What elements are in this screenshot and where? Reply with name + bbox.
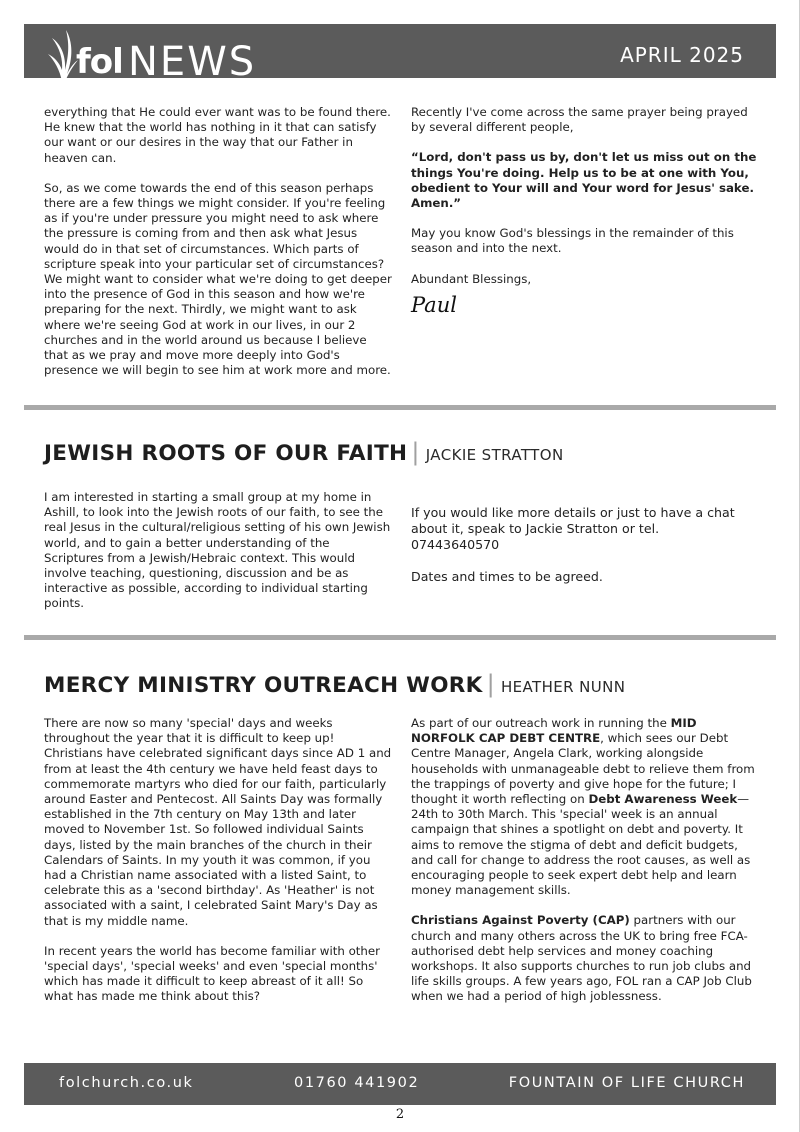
title-separator: | <box>486 670 495 698</box>
logo-fol-text: fol <box>76 42 123 82</box>
jewish-paragraph: Dates and times to be agreed. <box>411 568 603 584</box>
section-divider <box>24 635 776 640</box>
footer-phone: 01760 441902 <box>294 1075 420 1091</box>
intro-paragraph: Recently I've come across the same prayer being prayed by several different people, <box>411 105 748 135</box>
debt-awareness-week: Debt Awareness Week <box>588 792 738 807</box>
signature: Paul <box>411 292 457 317</box>
cap-name: Christians Against Poverty (CAP) <box>411 913 630 928</box>
section-author: HEATHER NUNN <box>500 678 626 696</box>
jewish-paragraph: I am interested in starting a small group at my home in Ashill, to look into the Jewish roots of our faith, to see the real Jesus in the cultural/religious setting of his own Jewish world, and to gain a better understanding of the Scriptures from a Jewish/Hebraic context. This would involve teaching, questioning, discussion and be as interactive as possible, according to individual starting points. <box>44 490 391 611</box>
section-title: JEWISH ROOTS OF OUR FAITH <box>44 441 408 466</box>
section-heading-mercy-ministry <box>44 670 625 698</box>
page-number: 2 <box>395 1107 405 1122</box>
issue-date: APRIL 2025 <box>620 43 744 67</box>
jewish-left-column <box>44 490 392 627</box>
footer-band <box>24 1063 776 1105</box>
logo-news-text: NEWS <box>128 39 257 85</box>
intro-right-column <box>411 105 759 317</box>
section-divider <box>24 405 776 410</box>
fountain-logo-icon <box>44 26 80 84</box>
intro-paragraph: everything that He could ever want was to be found there. He knew that the world has nothing in it that can satisfy our want or our desires in the way that our Father in heaven can. <box>44 105 391 165</box>
intro-paragraph: May you know God's blessings in the remainder of this season and into the next. <box>411 226 734 256</box>
mercy-paragraph: As part of our outreach work in running the MID NORFOLK CAP DEBT CENTRE, which sees our Debt Centre Manager, Angela Clark, working alongside households with unmanageable debt to relieve them from the trappings of poverty and give hope for the future; I thought it worth reflecting on Debt Awareness Week—24th to 30th March. This 'special' week is an annual campaign that shines a spotlight on debt and poverty. It aims to remove the stigma of debt and deficit budgets, and call for change to address the root causes, as well as encouraging people to seek expert debt help and learn money management skills. <box>411 716 755 898</box>
mercy-paragraph: In recent years the world has become familiar with other 'special days', 'special weeks' and even 'special months' which has made it difficult to keep abreast of it all! So what has made me think about this? <box>44 943 380 1004</box>
mercy-right-column <box>411 716 761 1020</box>
intro-left-column <box>44 105 392 393</box>
mercy-paragraph: There are now so many 'special' days and weeks throughout the year that it is difficult to keep up! Christians have celebrated significant days since AD 1 and from at least the 4th century we have held feast days to commemorate martyrs who died for our faith, particularly around Easter and Pentecost. All Saints Day was formally established in the 7th century on May 13th and later moved to November 1st. So followed individual Saints days, listed by the main branches of the church in their Calendars of Saints. In my youth it was common, if you had a Christian name associated with a listed Saint, to celebrate this as a 'second birthday'. As 'Heather' is not associated with a saint, I celebrated Saint Mary's Day as that is my middle name. <box>44 716 392 928</box>
section-heading-jewish-roots <box>44 438 564 466</box>
closing-line: Abundant Blessings, <box>411 271 532 286</box>
mercy-left-column <box>44 716 392 1020</box>
mercy-paragraph: Christians Against Poverty (CAP) partners with our church and many others across the UK to bring free FCA-authorised debt help services and money coaching workshops. It also supports churches to run job clubs and life skills groups. A few years ago, FOL ran a CAP Job Club when we had a period of high joblessness. <box>411 913 752 1004</box>
footer-website: folchurch.co.uk <box>59 1075 194 1091</box>
fol-news-logo <box>44 20 284 85</box>
title-separator: | <box>411 438 420 466</box>
jewish-paragraph: If you would like more details or just to have a chat about it, speak to Jackie Stratton or tel. 07443640570 <box>411 505 735 553</box>
debt-centre-name: MID NORFOLK CAP DEBT CENTRE <box>411 716 697 746</box>
prayer-quote: “Lord, don't pass us by, don't let us miss out on the things You're doing. Help us to be at one with You, obedient to Your will and Your word for Jesus' sake. Amen.” <box>411 150 757 211</box>
section-author: JACKIE STRATTON <box>425 446 564 464</box>
section-title: MERCY MINISTRY OUTREACH WORK <box>44 673 483 698</box>
footer-church-name: FOUNTAIN OF LIFE CHURCH <box>508 1075 745 1091</box>
jewish-right-column <box>411 505 736 600</box>
intro-paragraph: So, as we come towards the end of this season perhaps there are a few things we might consider. If you're feeling as if you're under pressure you might need to ask where the pressure is coming from and then ask what Jesus would do in that set of circumstances. Which parts of scripture speak into your particular set of circumstances? We might want to consider what we're doing to get deeper into the presence of God in this season and how we're preparing for the next. Thirdly, we might want to ask where we're seeing God at work in our lives, in our 2 churches and in the world around us because I believe that as we pray and move more deeply into God's presence we will begin to see him at work more and more. <box>44 180 392 378</box>
